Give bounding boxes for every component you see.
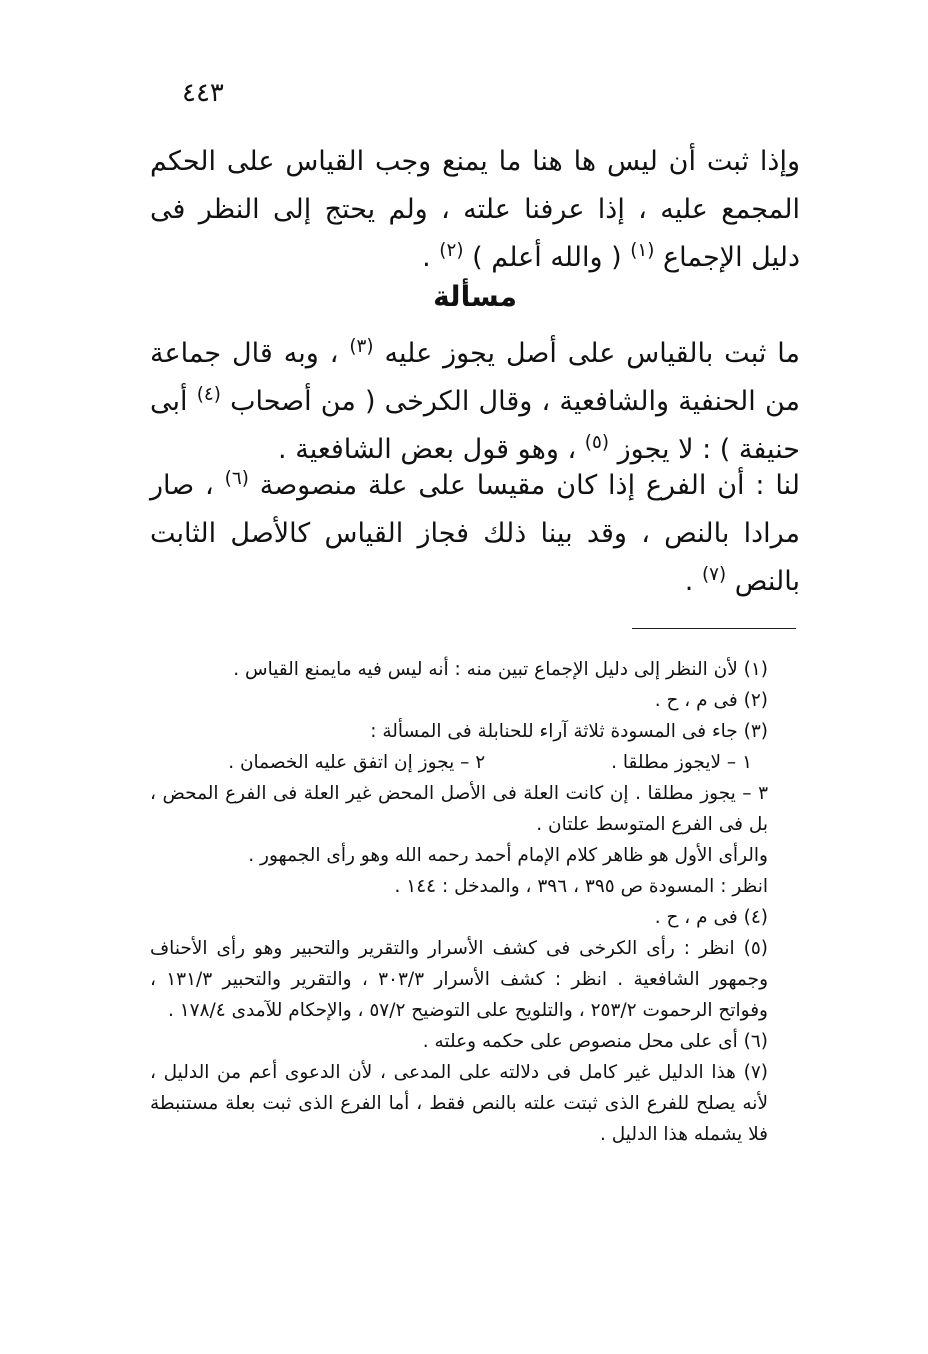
footnote-ref[interactable]: (٢)	[439, 240, 464, 261]
paragraph-conclusion	[150, 138, 800, 282]
footnote-6: (٦) أى على محل منصوص على حكمه وعلته .	[422, 1031, 768, 1052]
footnote-3-options	[150, 747, 800, 778]
footnotes-section	[150, 654, 800, 1150]
footnote-3-option-3: ٣ – يجوز مطلقا . إن كانت العلة فى الأصل المحض غير العلة فى الفرع المحض ، بل فى الفرع المتوسط علتان .	[150, 783, 768, 835]
footnote-1: (١) لأن النظر إلى دليل الإجماع تبين منه : أنه ليس فيه مايمنع القياس .	[233, 659, 768, 680]
footnote-ref[interactable]: (٦)	[224, 468, 249, 489]
footnote-4: (٤) فى م ، ح .	[654, 907, 768, 928]
paragraph-text: ( والله أعلم )	[472, 242, 622, 273]
page-number: ٤٤٣	[182, 78, 224, 108]
paragraph-text: .	[684, 566, 694, 597]
paragraph-text: .	[422, 242, 431, 273]
footnote-ref[interactable]: (٥)	[584, 432, 609, 453]
footnote-divider	[632, 628, 796, 629]
footnote-7: (٧) هذا الدليل غير كامل فى دلالته على المدعى ، لأن الدعوى أعم من الدليل ، لأنه يصلح للفرع الذى ثبتت علته بالنص فقط ، أما الفرع الذى ثبت بعلة مستنبطة فلا يشمله هذا الدليل .	[150, 1062, 768, 1145]
footnote-ref[interactable]: (٧)	[701, 564, 727, 585]
paragraph-text: وإذا ثبت أن ليس ها هنا ما يمنع وجب القياس على الحكم المجمع عليه ، إذا عرفنا علته ، ولم يحتج إلى النظر فى دليل الإجماع	[150, 146, 800, 273]
footnote-3-option-1: ١ – لايجوز مطلقا .	[611, 752, 752, 773]
footnote-3-view: والرأى الأول هو ظاهر كلام الإمام أحمد رحمه الله وهو رأى الجمهور .	[248, 845, 768, 866]
footnote-3-option-2: ٢ – يجوز إن اتفق عليه الخصمان .	[228, 752, 486, 773]
section-heading: مسألة	[433, 280, 517, 313]
paragraph-text: ، وبه قال جماعة من الحنفية والشافعية ، وقال الكرخى ( من أصحاب	[150, 338, 800, 417]
footnote-3: (٣) جاء فى المسودة ثلاثة آراء للحنابلة فى المسألة :	[370, 721, 768, 742]
paragraph-text: ، وهو قول بعض الشافعية .	[278, 434, 577, 465]
footnote-ref[interactable]: (١)	[630, 240, 655, 261]
paragraph-text: ، صار مرادا بالنص ، وقد بينا ذلك فجاز القياس كالأصل الثابت بالنص	[150, 470, 800, 597]
footnote-3-reference: انظر : المسودة ص ٣٩٥ ، ٣٩٦ ، والمدخل : ١٤٤ .	[394, 876, 768, 897]
paragraph-text: أبى حنيفة ) : لا يجوز	[150, 386, 800, 465]
paragraph-text: ما ثبت بالقياس على أصل يجوز عليه	[384, 338, 800, 369]
paragraph-argument	[150, 462, 800, 606]
footnote-5: (٥) انظر : رأى الكرخى فى كشف الأسرار والتقرير والتحبير وهو رأى الأحناف وجمهور الشافعية . انظر : كشف الأسرار ٣٠٣/٣ ، والتقرير والتحبير ١٣١/٣ ، وفواتح الرحموت ٢٥٣/٢ ، والتلويح على التوضيح ٥٧/٢ ، والإحكام للآمدى ١٧٨/٤ .	[150, 938, 768, 1021]
footnote-2: (٢) فى م ، ح .	[654, 690, 768, 711]
footnote-ref[interactable]: (٤)	[196, 384, 221, 405]
paragraph-issue	[150, 330, 800, 474]
paragraph-text: لنا : أن الفرع إذا كان مقيسا على علة منصوصة	[259, 470, 800, 501]
footnote-ref[interactable]: (٣)	[349, 336, 374, 357]
